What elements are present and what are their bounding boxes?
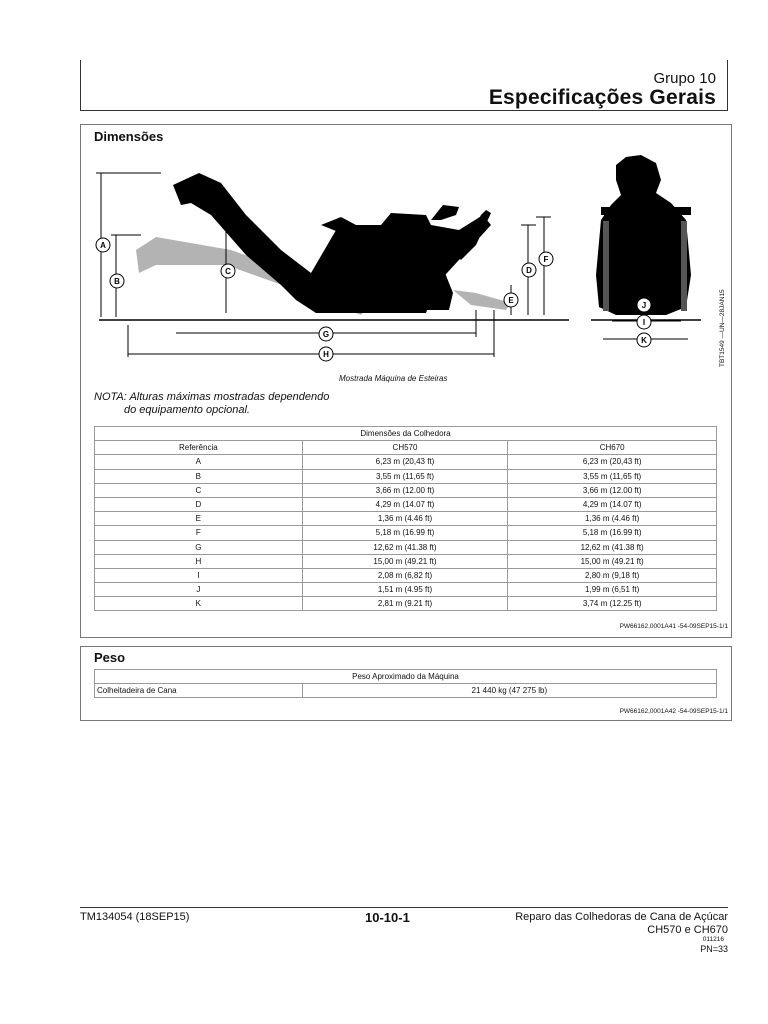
ch670-cell: 3,66 m (12.00 ft) — [508, 483, 717, 497]
footer-page: 10-10-1 — [365, 910, 410, 925]
table-row — [95, 540, 717, 554]
ch570-cell: 15,00 m (49.21 ft) — [302, 554, 508, 568]
footer-rule — [80, 907, 728, 908]
label-b: B — [114, 277, 120, 286]
footer-pn: PN=33 — [700, 944, 728, 954]
weight-table — [94, 669, 717, 698]
ch570-cell: 6,23 m (20,43 ft) — [302, 455, 508, 469]
label-d: D — [526, 266, 532, 275]
weight-heading: Peso — [94, 650, 126, 665]
label-i: I — [642, 318, 646, 327]
note-line2: do equipamento opcional. — [124, 404, 250, 416]
table-row — [95, 583, 717, 597]
header-rule-right — [727, 60, 728, 110]
ch670-cell: 15,00 m (49.21 ft) — [508, 554, 717, 568]
table-row — [95, 497, 717, 511]
dimensions-section — [80, 124, 732, 638]
ch570-cell: 3,55 m (11,65 ft) — [302, 469, 508, 483]
weight-table-title: Peso Aproximado da Máquina — [95, 670, 717, 684]
ref-cell: I — [95, 568, 303, 582]
table-row — [95, 684, 717, 698]
weight-row-label: Colheitadeira de Cana — [95, 684, 303, 698]
ref-cell: H — [95, 554, 303, 568]
label-c: C — [225, 267, 231, 276]
table-row — [95, 455, 717, 469]
dimensions-table — [94, 426, 717, 611]
label-g: G — [322, 330, 330, 339]
ch570-cell: 1,51 m (4.95 ft) — [302, 583, 508, 597]
page-title: Especificações Gerais — [488, 86, 716, 109]
ch570-cell: 3,66 m (12.00 ft) — [302, 483, 508, 497]
ch670-cell: 5,18 m (16.99 ft) — [508, 526, 717, 540]
ch670-cell: 12,62 m (41.38 ft) — [508, 540, 717, 554]
table-row — [95, 554, 717, 568]
ref-cell: K — [95, 597, 303, 611]
footer-title-2: CH570 e CH670 — [647, 924, 728, 936]
ref-cell: G — [95, 540, 303, 554]
note-line1: NOTA: Alturas máximas mostradas dependendo — [94, 391, 330, 403]
ch570-cell: 4,29 m (14.07 ft) — [302, 497, 508, 511]
weight-ref: PW66162,0001A42 -54-09SEP15-1/1 — [619, 708, 728, 715]
ch670-cell: 3,74 m (12.25 ft) — [508, 597, 717, 611]
table-title: Dimensões da Colhedora — [95, 427, 717, 441]
ref-cell: C — [95, 483, 303, 497]
dimensions-ref: PW66162,0001A41 -54-09SEP15-1/1 — [619, 623, 728, 630]
label-a: A — [100, 241, 106, 250]
table-row — [95, 483, 717, 497]
weight-section — [80, 646, 732, 721]
figure-code: TBT1549 —UN—28JAN15 — [719, 289, 726, 367]
table-row — [95, 469, 717, 483]
ch670-cell: 1,36 m (4.46 ft) — [508, 512, 717, 526]
ref-cell: J — [95, 583, 303, 597]
footer-small: 011216 — [702, 936, 724, 943]
ch570-cell: 1,36 m (4.46 ft) — [302, 512, 508, 526]
header-ch570: CH570 — [302, 441, 508, 455]
harvester-illustration — [81, 125, 731, 395]
ref-cell: F — [95, 526, 303, 540]
ch670-cell: 2,80 m (9,18 ft) — [508, 568, 717, 582]
label-f: F — [543, 255, 549, 264]
header-reference: Referência — [95, 441, 303, 455]
label-j: J — [641, 301, 647, 310]
ch570-cell: 5,18 m (16.99 ft) — [302, 526, 508, 540]
ch570-cell: 12,62 m (41.38 ft) — [302, 540, 508, 554]
ref-cell: B — [95, 469, 303, 483]
header-ch670: CH670 — [508, 441, 717, 455]
ch670-cell: 1,99 m (6,51 ft) — [508, 583, 717, 597]
figure-caption: Mostrada Máquina de Esteiras — [339, 374, 448, 383]
ch570-cell: 2,81 m (9.21 ft) — [302, 597, 508, 611]
footer-doc: TM134054 (18SEP15) — [80, 911, 190, 923]
weight-row-value: 21 440 kg (47 275 lb) — [302, 684, 716, 698]
ch570-cell: 2,08 m (6,82 ft) — [302, 568, 508, 582]
footer-title-1: Reparo das Colhedoras de Cana de Açúcar — [515, 911, 728, 923]
ch670-cell: 4,29 m (14.07 ft) — [508, 497, 717, 511]
ref-cell: E — [95, 512, 303, 526]
ref-cell: A — [95, 455, 303, 469]
ch670-cell: 3,55 m (11,65 ft) — [508, 469, 717, 483]
ch670-cell: 6,23 m (20,43 ft) — [508, 455, 717, 469]
header-rule-left — [80, 60, 81, 110]
table-row — [95, 568, 717, 582]
group-label: Grupo 10 — [653, 70, 716, 87]
label-k: K — [641, 336, 647, 345]
dimensions-heading: Dimensões — [94, 129, 164, 144]
label-h: H — [323, 350, 329, 359]
label-e: E — [508, 296, 514, 305]
table-row — [95, 526, 717, 540]
ref-cell: D — [95, 497, 303, 511]
header-rule — [80, 110, 728, 111]
table-row — [95, 512, 717, 526]
table-row — [95, 597, 717, 611]
